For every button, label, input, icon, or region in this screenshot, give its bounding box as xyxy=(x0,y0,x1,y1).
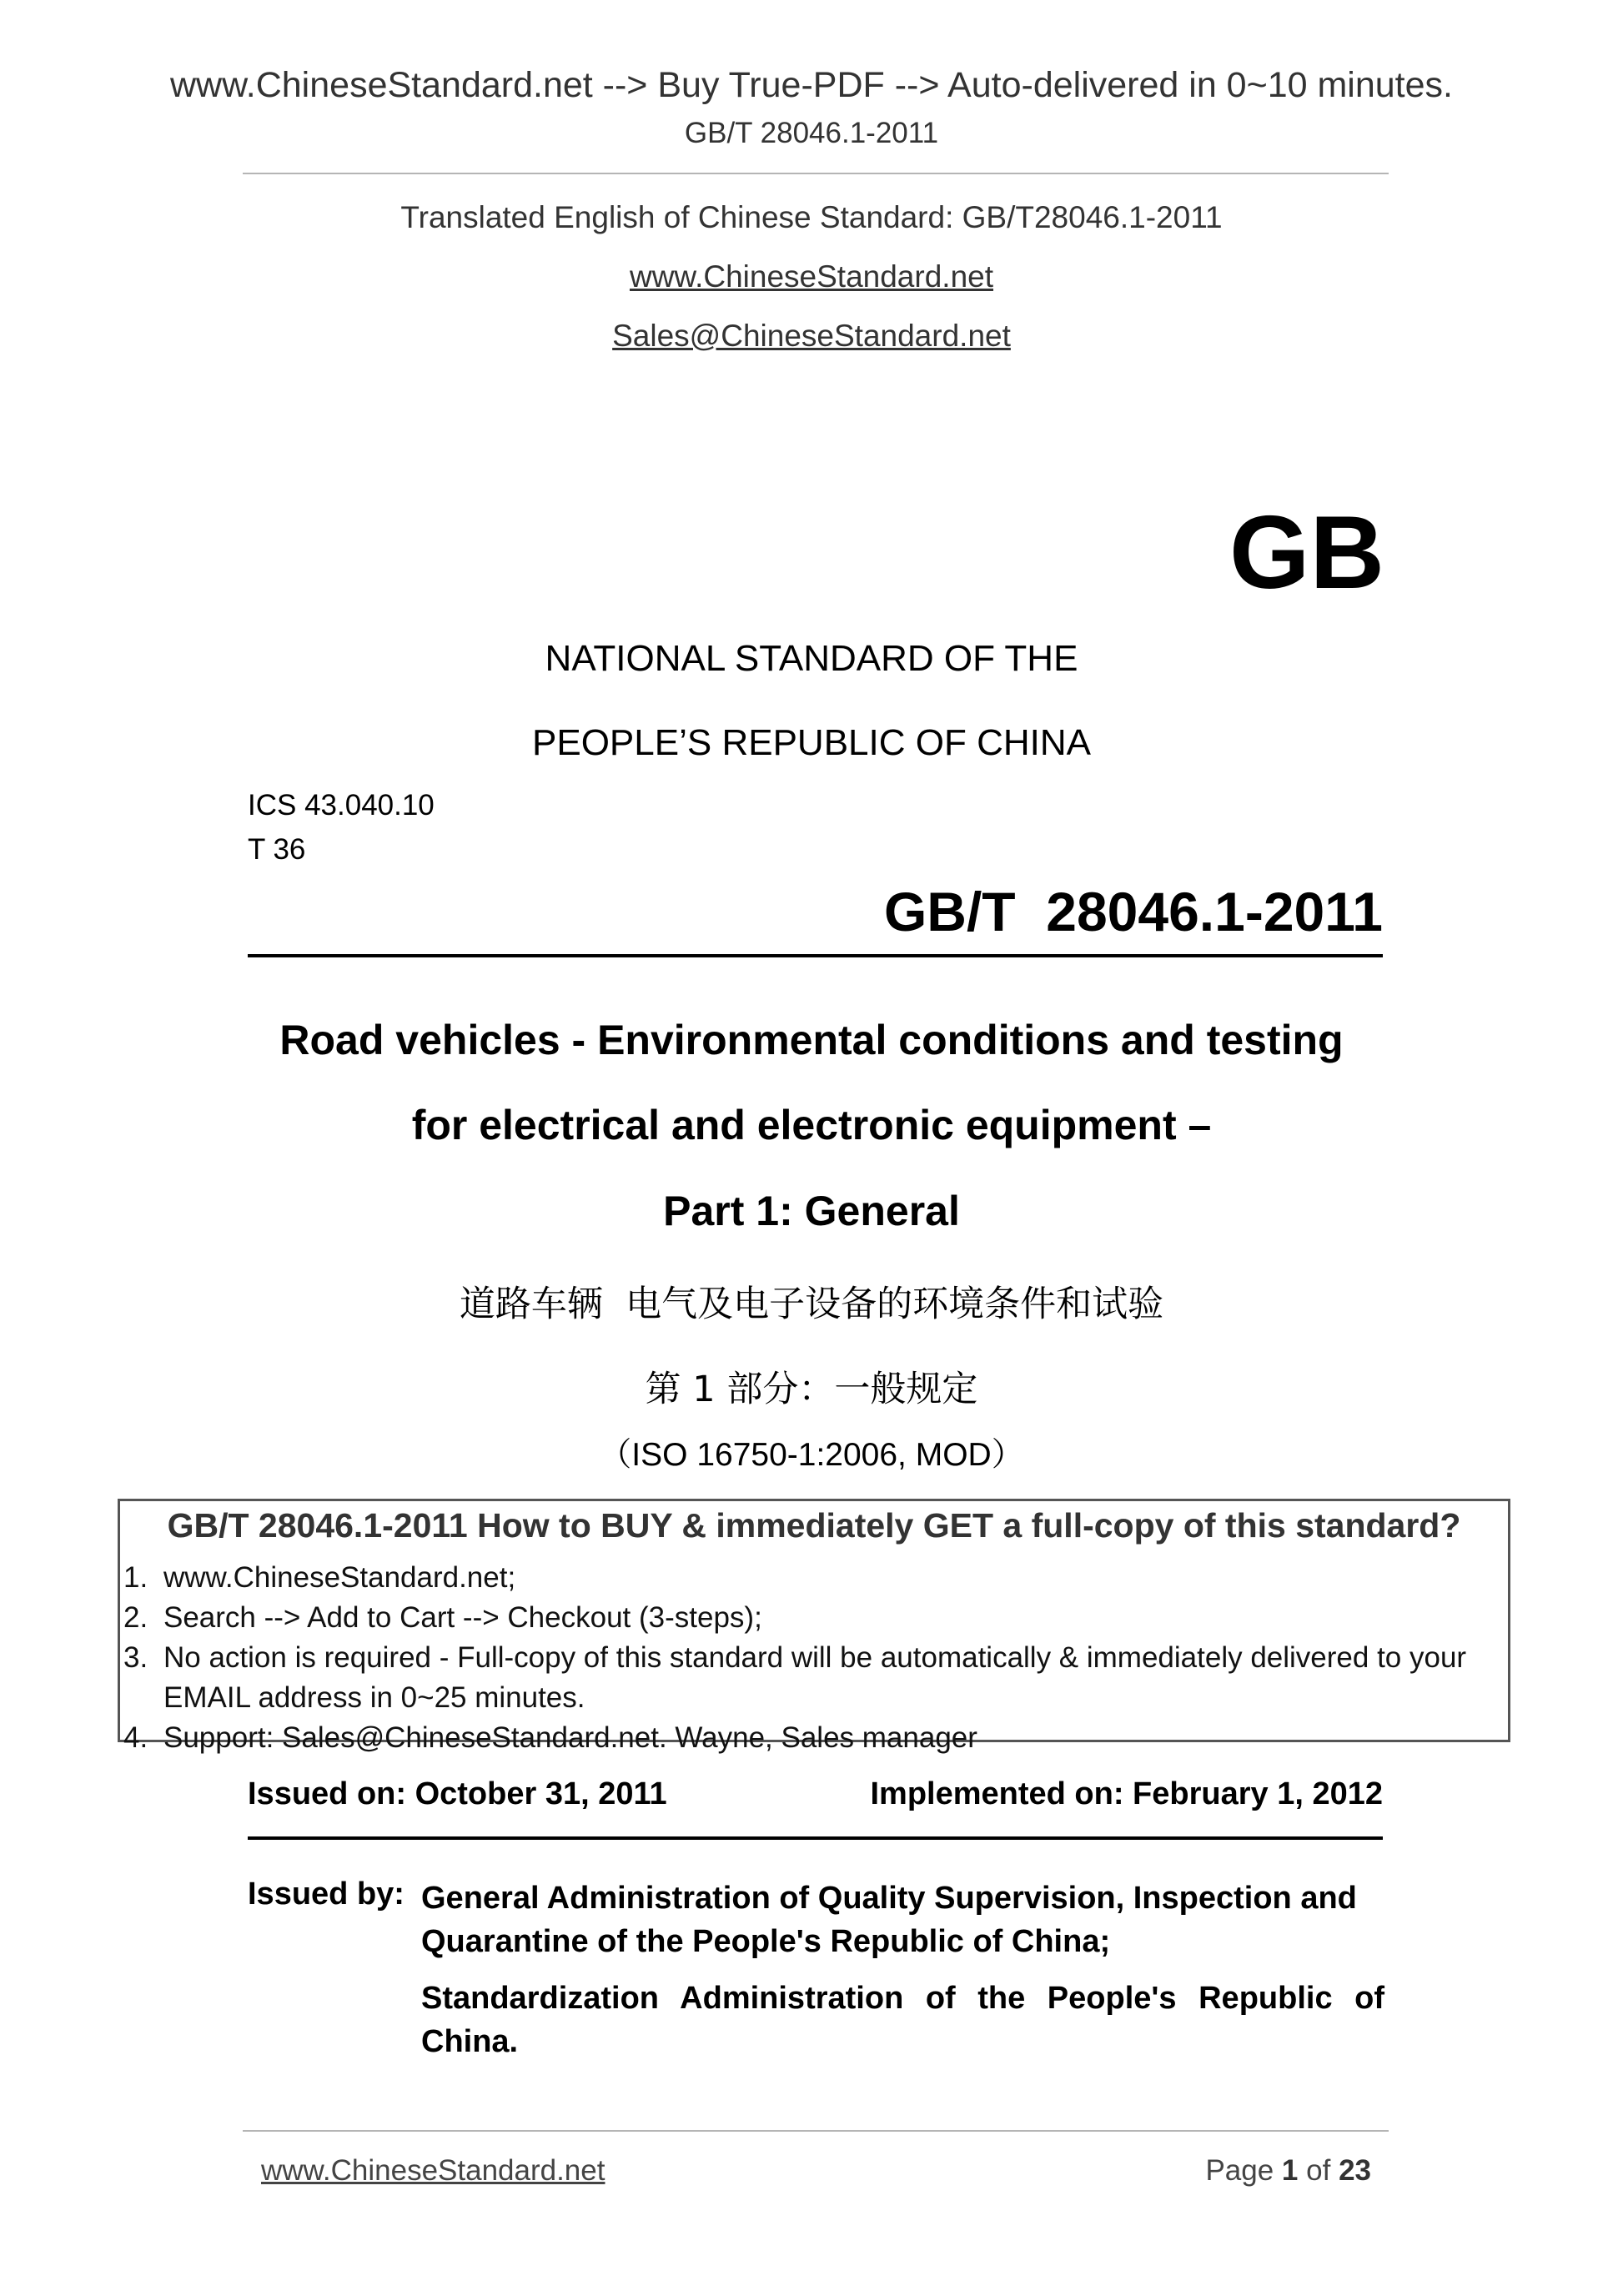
website-link[interactable]: www.ChineseStandard.net xyxy=(629,259,994,294)
page-indicator xyxy=(1084,2154,1371,2188)
website-link-wrapper xyxy=(0,259,1623,294)
issuer-sac: Standardization Administration of the People's Republic of China. xyxy=(421,1981,1384,2059)
buy-step xyxy=(123,1718,1500,1758)
translation-title: Translated English of Chinese Standard: GB/T28046.1-2011 xyxy=(400,200,1223,234)
title-cn-line2: 第 1 部分：一般规定 xyxy=(645,1369,978,1410)
iso-reference: （ISO 16750-1:2006, MOD） xyxy=(599,1437,1024,1473)
sales-email-link[interactable]: Sales@ChineseStandard.net xyxy=(612,319,1011,353)
email-link-wrapper xyxy=(0,319,1623,354)
header-standard-code: GB/T 28046.1-2011 xyxy=(684,117,939,149)
buy-steps-list xyxy=(123,1558,1500,1758)
buy-step-number: 3. xyxy=(123,1641,148,1674)
gb-mark: GB xyxy=(1229,495,1384,610)
buy-step-number: 1. xyxy=(123,1561,148,1594)
national-standard-line1: NATIONAL STANDARD OF THE xyxy=(545,638,1078,679)
issuer-aqsiq: General Administration of Quality Supervision, Inspection and Quarantine of the People's Republic of China; xyxy=(421,1881,1357,1959)
buy-step xyxy=(123,1598,1500,1638)
buy-instructions-box xyxy=(118,1499,1510,1754)
title-divider xyxy=(248,954,1383,957)
buy-step-text: Search --> Add to Cart --> Checkout (3-steps); xyxy=(163,1601,762,1634)
footer-divider xyxy=(243,2130,1389,2132)
title-en-line3: Part 1: General xyxy=(663,1188,960,1234)
standard-number: GB/T 28046.1-2011 xyxy=(883,881,1383,942)
header-promo-line: www.ChineseStandard.net --> Buy True-PDF --> Auto-delivered in 0~10 minutes. xyxy=(169,65,1453,105)
buy-box-title: GB/T 28046.1-2011 How to BUY & immediately GET a full-copy of this standard? xyxy=(167,1506,1461,1545)
footer-website-link[interactable]: www.ChineseStandard.net xyxy=(261,2154,605,2187)
classification-code: T 36 xyxy=(248,833,306,866)
title-cn-line1: 道路车辆 电气及电子设备的环境条件和试验 xyxy=(459,1284,1164,1325)
buy-step-number: 2. xyxy=(123,1601,148,1634)
title-en-line1: Road vehicles - Environmental conditions and testing xyxy=(279,1017,1344,1063)
buy-step-number: 4. xyxy=(123,1721,148,1754)
implemented-date: Implemented on: February 1, 2012 xyxy=(870,1776,1383,1811)
page-of: of xyxy=(1306,2154,1331,2187)
buy-step-text[interactable]: www.ChineseStandard.net; xyxy=(163,1561,516,1594)
dates-divider xyxy=(248,1836,1383,1840)
page-current: 1 xyxy=(1281,2154,1299,2187)
page-prefix: Page xyxy=(1205,2154,1274,2187)
page-total: 23 xyxy=(1339,2154,1371,2187)
buy-step xyxy=(123,1638,1500,1718)
ics-code: ICS 43.040.10 xyxy=(248,789,435,821)
buy-step-text: No action is required - Full-copy of this standard will be automatically & immediately delivered to your EMAIL address in 0~25 minutes. xyxy=(163,1641,1467,1714)
title-en-line2: for electrical and electronic equipment – xyxy=(411,1102,1212,1148)
buy-step xyxy=(123,1558,1500,1598)
buy-step-text: Support: Sales@ChineseStandard.net. Wayne, Sales manager xyxy=(163,1721,977,1754)
header-divider xyxy=(243,173,1389,174)
issued-by-label: Issued by: xyxy=(248,1876,404,1912)
issued-date: Issued on: October 31, 2011 xyxy=(248,1776,667,1811)
national-standard-line2: PEOPLE’S REPUBLIC OF CHINA xyxy=(532,722,1091,763)
